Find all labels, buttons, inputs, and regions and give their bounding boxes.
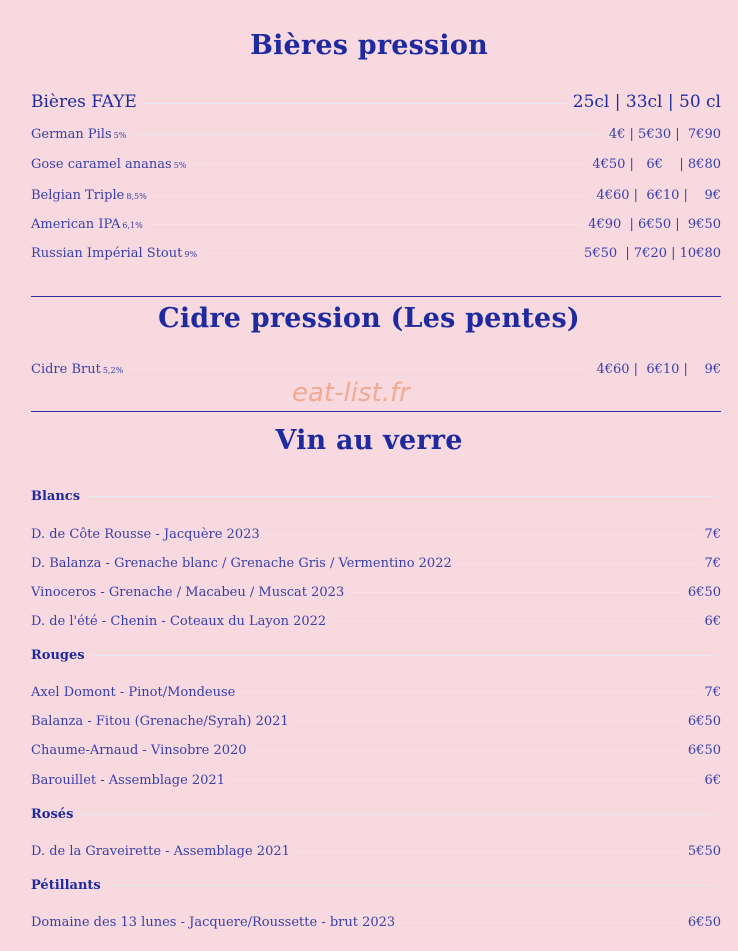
dot-leader xyxy=(458,563,699,564)
category-label: Blancs xyxy=(31,489,81,504)
dot-leader xyxy=(253,750,682,751)
item-name: Chaume-Arnaud - Vinsobre 2020 xyxy=(31,743,247,758)
category-label: Rosés xyxy=(31,807,74,822)
menu-item xyxy=(31,556,721,571)
item-price: 4€90 | 6€50 | 9€50 xyxy=(588,217,721,232)
item-name: Vinoceros - Grenache / Macabeu / Muscat 2023 xyxy=(31,585,345,600)
dot-leader xyxy=(332,621,698,622)
menu-item xyxy=(31,685,721,700)
menu-item xyxy=(31,157,721,172)
item-price: 4€50 | 6€ | 8€80 xyxy=(592,157,721,172)
item-price: 4€60 | 6€10 | 9€ xyxy=(596,362,721,377)
wine-category-petillants xyxy=(31,878,721,893)
section-divider xyxy=(31,411,721,412)
item-price: 6€50 xyxy=(687,915,721,930)
item-name: Axel Domont - Pinot/Mondeuse xyxy=(31,685,236,700)
dot-leader xyxy=(401,922,682,923)
dot-leader xyxy=(143,103,567,104)
menu-item xyxy=(31,585,721,600)
menu-item xyxy=(31,714,721,729)
item-price: 6€ xyxy=(704,614,721,629)
dot-leader xyxy=(231,780,698,781)
item-name: D. de Côte Rousse - Jacquère 2023 xyxy=(31,527,260,542)
dot-leader xyxy=(132,134,603,135)
item-name: Gose caramel ananas 5% xyxy=(31,157,187,172)
dot-leader xyxy=(203,253,578,254)
item-name: Belgian Triple 8,5% xyxy=(31,188,147,203)
item-name: D. Balanza - Grenache blanc / Grenache Gris / Vermentino 2022 xyxy=(31,556,452,571)
dot-leader xyxy=(350,592,682,593)
menu-item xyxy=(31,773,721,788)
dot-leader xyxy=(295,721,682,722)
menu-item xyxy=(31,527,721,542)
menu-item xyxy=(31,362,721,377)
item-price: 7€ xyxy=(704,527,721,542)
dot-leader xyxy=(149,224,582,225)
wine-category-roses xyxy=(31,807,721,822)
dot-leader xyxy=(296,851,682,852)
menu-item xyxy=(31,217,721,232)
section-divider xyxy=(31,296,721,297)
item-price: 4€60 | 6€10 | 9€ xyxy=(596,188,721,203)
dot-leader xyxy=(86,496,715,497)
watermark: eat-list.fr xyxy=(292,378,410,408)
item-price: 5€50 xyxy=(687,844,721,859)
menu-item xyxy=(31,127,721,142)
dot-leader xyxy=(107,885,715,886)
dot-leader xyxy=(129,369,590,370)
wine-category-blancs xyxy=(31,489,721,504)
item-price: 7€ xyxy=(704,685,721,700)
beer-section-title: Bières pression xyxy=(250,30,488,61)
item-price: 6€50 xyxy=(687,585,721,600)
category-label: Rouges xyxy=(31,648,85,663)
item-price: 4€ | 5€30 | 7€90 xyxy=(608,127,721,142)
dot-leader xyxy=(266,534,699,535)
item-price: 6€ xyxy=(704,773,721,788)
dot-leader xyxy=(153,195,591,196)
menu-item xyxy=(31,844,721,859)
beer-sizes: 25cl | 33cl | 50 cl xyxy=(572,92,721,112)
item-price: 6€50 xyxy=(687,714,721,729)
beer-brand-header xyxy=(31,92,721,112)
menu-item xyxy=(31,188,721,203)
beer-brand-name: Bières FAYE xyxy=(31,92,137,112)
item-name: Russian Impérial Stout 9% xyxy=(31,246,198,261)
dot-leader xyxy=(192,164,586,165)
item-name: German Pils 5% xyxy=(31,127,127,142)
item-name: Barouillet - Assemblage 2021 xyxy=(31,773,225,788)
menu-item xyxy=(31,743,721,758)
item-price: 7€ xyxy=(704,556,721,571)
wine-category-rouges xyxy=(31,648,721,663)
category-label: Pétillants xyxy=(31,878,101,893)
item-name: Domaine des 13 lunes - Jacquere/Roussette - brut 2023 xyxy=(31,915,396,930)
item-name: Balanza - Fitou (Grenache/Syrah) 2021 xyxy=(31,714,289,729)
dot-leader xyxy=(241,692,698,693)
dot-leader xyxy=(91,655,715,656)
menu-item xyxy=(31,614,721,629)
item-name: D. de la Graveirette - Assemblage 2021 xyxy=(31,844,290,859)
dot-leader xyxy=(79,814,715,815)
menu-item xyxy=(31,246,721,261)
item-name: American IPA 6,1% xyxy=(31,217,143,232)
wine-section-title: Vin au verre xyxy=(275,425,463,456)
item-name: D. de l'été - Chenin - Coteaux du Layon 2022 xyxy=(31,614,327,629)
cider-section-title: Cidre pression (Les pentes) xyxy=(158,303,580,334)
menu-item xyxy=(31,915,721,930)
item-price: 6€50 xyxy=(687,743,721,758)
item-price: 5€50 | 7€20 | 10€80 xyxy=(584,246,721,261)
item-name: Cidre Brut 5,2% xyxy=(31,362,124,377)
